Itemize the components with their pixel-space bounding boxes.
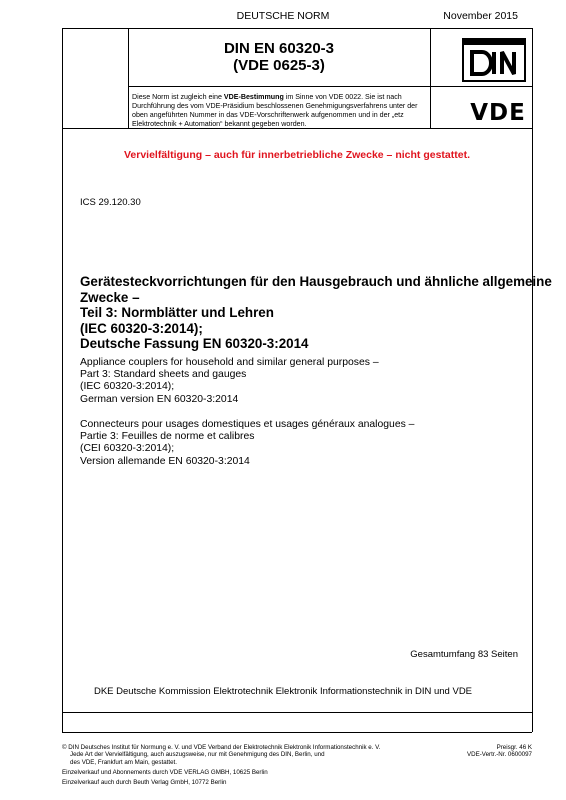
title-de-line: (IEC 60320-3:2014); <box>80 320 203 336</box>
frame-body-left-line <box>62 128 63 732</box>
sales-vde: Einzelverkauf und Abonnements durch VDE VERLAG GMBH, 10625 Berlin <box>62 769 268 776</box>
title-de-line: Zwecke – <box>80 289 140 305</box>
document-number: DIN EN 60320-3 <box>223 40 335 57</box>
vde-logo: VDE <box>470 100 526 126</box>
frame-mid-line <box>128 86 532 87</box>
order-number: VDE-Vertr.-Nr. 0600097 <box>467 751 532 759</box>
title-english <box>80 357 540 406</box>
vde-regulation-notice: Diese Norm ist zugleich eine VDE-Bestimmung im Sinne von VDE 0022. Sie ist nach Durchführung des vom VDE-Präsidium beschlossenen Genehmigungsverfahrens unter der oben angeführten Nummer in das VDE-Vorschriftenwerk aufgenommen und in der „etz Elektrotechnik + Automation“ bekannt gegeben worden. <box>132 93 418 128</box>
standard-type: DEUTSCHE NORM <box>236 10 330 22</box>
title-en-line: Part 3: Standard sheets and gauges <box>80 369 247 381</box>
copyright-notice <box>62 744 442 766</box>
vde-classification: (VDE 0625-3) <box>233 57 325 74</box>
title-de-line: Gerätesteckvorrichtungen für den Hausgebrauch und ähnliche allgemeine <box>80 274 552 289</box>
title-fr-line: (CEI 60320-3:2014); <box>80 443 175 455</box>
copyright-line: Jede Art der Vervielfältigung, auch auszugsweise, nur mit Genehmigung des DIN, Berlin, und <box>70 751 325 759</box>
frame-footer-rule <box>62 732 532 733</box>
price-info <box>467 744 532 759</box>
title-fr-line: Partie 3: Feuilles de norme et calibres <box>80 431 255 443</box>
title-fr-line: Connecteurs pour usages domestiques et usages généraux analogues – <box>80 419 415 430</box>
price-group: Preisgr. 46 K <box>496 744 532 751</box>
frame-inner-right-line <box>430 28 431 128</box>
title-de-line: Teil 3: Normblätter und Lehren <box>80 305 274 321</box>
din-logo <box>462 38 526 82</box>
copyright-line: © DIN Deutsches Institut für Normung e. V. und VDE Verband der Elektrotechnik Elektronik Informationstechnik e. V. <box>62 744 381 751</box>
ics-code: ICS 29.120.30 <box>80 197 141 208</box>
title-en-line: German version EN 60320-3:2014 <box>80 393 239 405</box>
title-german <box>80 274 552 352</box>
publication-date: November 2015 <box>443 10 518 22</box>
frame-bottom-rule <box>62 712 532 713</box>
total-pages: Gesamtumfang 83 Seiten <box>410 649 518 660</box>
reproduction-notice: Vervielfältigung – auch für innerbetriebliche Zwecke – nicht gestattet. <box>123 149 470 161</box>
title-de-line: Deutsche Fassung EN 60320-3:2014 <box>80 336 309 352</box>
title-french <box>80 419 540 468</box>
sales-beuth: Einzelverkauf auch durch Beuth Verlag GmbH, 10772 Berlin <box>62 779 227 786</box>
frame-top-line <box>62 28 532 29</box>
title-fr-line: Version allemande EN 60320-3:2014 <box>80 455 250 467</box>
frame-inner-left-line <box>128 28 129 128</box>
frame-left-line <box>62 28 63 128</box>
copyright-line: des VDE, Frankfurt am Main, gestattet. <box>70 758 177 766</box>
title-en-line: (IEC 60320-3:2014); <box>80 381 175 393</box>
title-en-line: Appliance couplers for household and similar general purposes – <box>80 357 379 368</box>
dke-committee: DKE Deutsche Kommission Elektrotechnik Elektronik Informationstechnik in DIN und VDE <box>93 686 473 697</box>
